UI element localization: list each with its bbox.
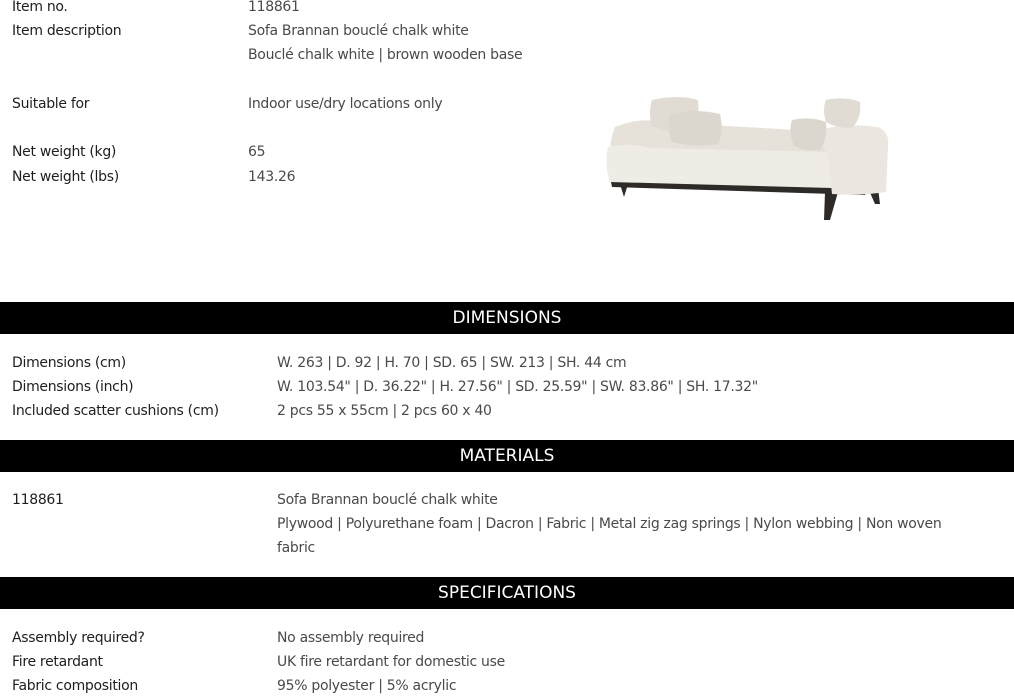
- value-fabric-composition: 95% polyester | 5% acrylic: [277, 678, 457, 694]
- dimensions-header: DIMENSIONS: [0, 302, 1014, 334]
- value-net-weight-lbs: 143.26: [248, 169, 296, 185]
- label-fire-retardant: Fire retardant: [12, 654, 103, 670]
- sofa-product-image: [600, 92, 895, 227]
- value-materials-line-3: fabric: [277, 540, 315, 556]
- value-dimensions-cm: W. 263 | D. 92 | H. 70 | SD. 65 | SW. 213 | SH. 44 cm: [277, 355, 627, 371]
- value-net-weight-kg: 65: [248, 144, 266, 160]
- value-suitable-for: Indoor use/dry locations only: [248, 96, 443, 112]
- label-dimensions-inch: Dimensions (inch): [12, 379, 134, 395]
- value-item-no: 118861: [248, 0, 300, 15]
- value-assembly: No assembly required: [277, 630, 425, 646]
- label-net-weight-lbs: Net weight (lbs): [12, 169, 119, 185]
- specifications-header: SPECIFICATIONS: [0, 577, 1014, 609]
- value-scatter-cushions: 2 pcs 55 x 55cm | 2 pcs 60 x 40: [277, 403, 492, 419]
- value-item-description-2: Bouclé chalk white | brown wooden base: [248, 47, 523, 63]
- value-materials-line-1: Sofa Brannan bouclé chalk white: [277, 492, 498, 508]
- label-suitable-for: Suitable for: [12, 96, 90, 112]
- value-fire-retardant: UK fire retardant for domestic use: [277, 654, 505, 670]
- label-assembly: Assembly required?: [12, 630, 145, 646]
- value-materials-line-2: Plywood | Polyurethane foam | Dacron | Fabric | Metal zig zag springs | Nylon webbing | Non woven: [277, 516, 942, 532]
- value-item-description: Sofa Brannan bouclé chalk white: [248, 23, 469, 39]
- materials-header: MATERIALS: [0, 440, 1014, 472]
- label-net-weight-kg: Net weight (kg): [12, 144, 117, 160]
- label-scatter-cushions: Included scatter cushions (cm): [12, 403, 219, 419]
- label-item-description: Item description: [12, 23, 122, 39]
- label-fabric-composition: Fabric composition: [12, 678, 138, 694]
- value-dimensions-inch: W. 103.54" | D. 36.22" | H. 27.56" | SD. 25.59" | SW. 83.86" | SH. 17.32": [277, 379, 758, 395]
- label-materials-item: 118861: [12, 492, 64, 508]
- label-dimensions-cm: Dimensions (cm): [12, 355, 126, 371]
- label-item-no: Item no.: [12, 0, 68, 15]
